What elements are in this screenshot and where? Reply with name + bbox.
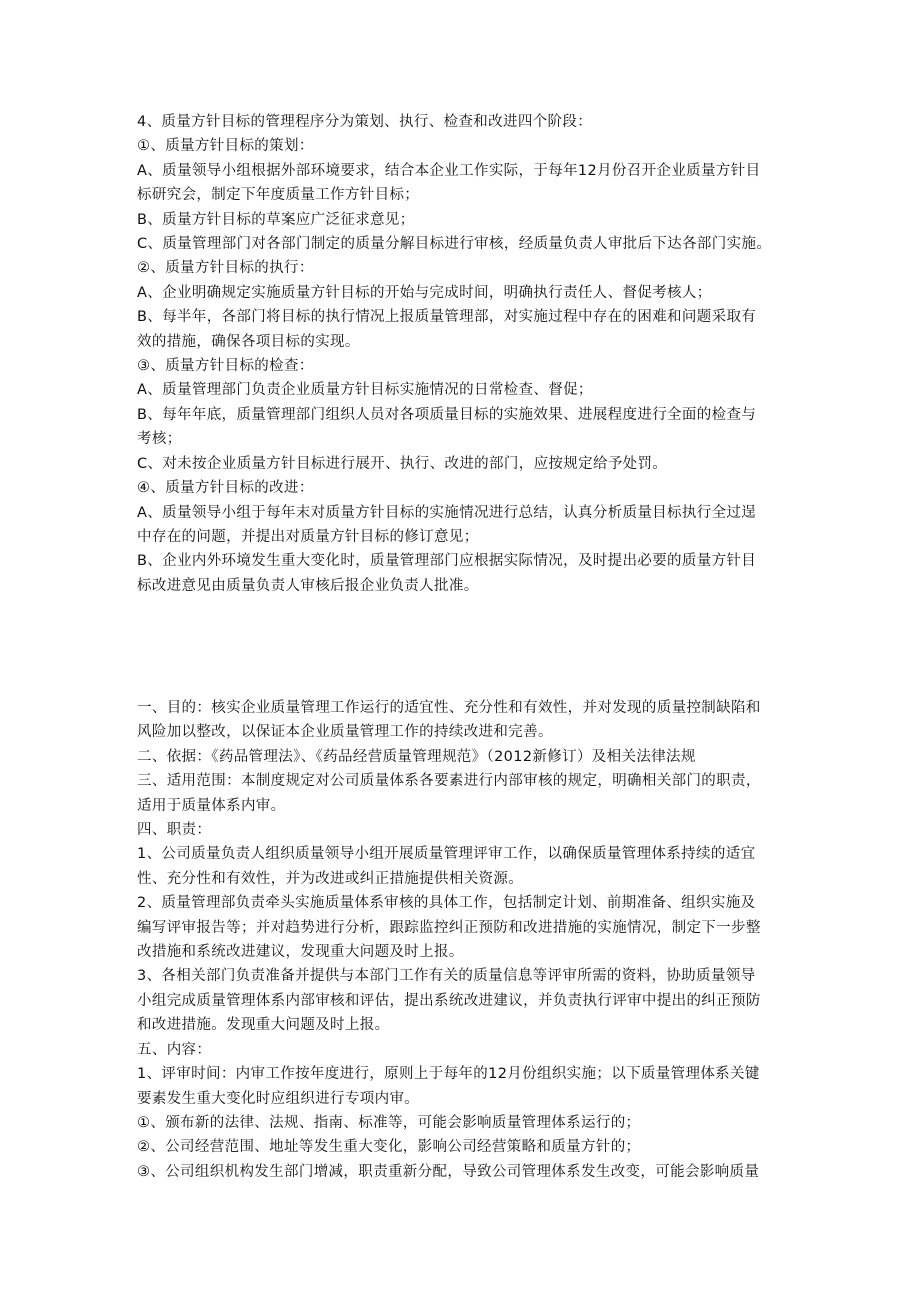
text-line: 编写评审报告等；并对趋势进行分析，跟踪监控纠正预防和改进措施的实施情况，制定下一步整 — [137, 919, 761, 936]
internal-audit-section — [137, 696, 797, 1184]
text-line: 风险加以整改，以保证本企业质量管理工作的持续改进和完善。 — [137, 724, 553, 741]
text-line: 二、依据：《药品管理法》、《药品经营质量管理规范》（2012新修订）及相关法律法规 — [137, 748, 696, 765]
text-line: ④、质量方针目标的改进： — [137, 480, 314, 497]
text-line: ①、质量方针目标的策划： — [137, 138, 314, 155]
text-line: 五、内容： — [137, 1041, 212, 1058]
text-line: A、质量管理部门负责企业质量方针目标实施情况的日常检查、督促； — [137, 382, 593, 399]
text-line: 标改进意见由质量负责人审核后报企业负责人批准。 — [137, 577, 479, 594]
text-line: B、每年年底，质量管理部门组织人员对各项质量目标的实施效果、进展程度进行全面的检查与 — [137, 406, 757, 423]
text-line: 效的措施，确保各项目标的实现。 — [137, 333, 360, 350]
text-line: 4、质量方针目标的管理程序分为策划、执行、检查和改进四个阶段： — [137, 114, 593, 130]
text-line: ①、颁布新的法律、法规、指南、标准等，可能会影响质量管理体系运行的； — [137, 1114, 641, 1131]
text-line: 考核； — [137, 431, 182, 448]
text-line: A、质量领导小组于每年末对质量方针目标的实施情况进行总结，认真分析质量目标执行全过逞 — [137, 504, 757, 521]
text-line: 1、评审时间：内审工作按年度进行，原则上于每年的12月份组织实施；以下质量管理体系关键 — [137, 1066, 760, 1083]
text-line: B、质量方针目标的草案应广泛征求意见； — [137, 211, 415, 228]
text-line: 2、质量管理部负责牵头实施质量体系审核的具体工作，包括制定计划、前期准备、组织实施及 — [137, 895, 756, 912]
text-line: B、每半年，各部门将目标的执行情况上报质量管理部，对实施过程中存在的困难和问题采取有 — [137, 309, 757, 326]
text-line: 1、公司质量负责人组织质量领导小组开展质量管理评审工作，以确保质量管理体系持续的适宜 — [137, 846, 756, 863]
text-line: 和改进措施。发现重大问题及时上报。 — [137, 1017, 390, 1034]
quality-policy-procedure-section — [137, 110, 797, 598]
text-line: C、质量管理部门对各部门制定的质量分解目标进行审核，经质量负责人审批后下达各部门实施。 — [137, 236, 772, 253]
text-line: 三、适用范围：本制度规定对公司质量体系各要素进行内部审核的规定，明确相关部门的职责， — [137, 773, 761, 790]
text-line: B、企业内外环境发生重大变化时，质量管理部门应根据实际情况，及时提出必要的质量方针目 — [137, 553, 757, 570]
text-line: ②、质量方针目标的执行： — [137, 260, 314, 277]
text-line: C、对未按企业质量方针目标进行展开、执行、改进的部门，应按规定给予处罚。 — [137, 455, 668, 472]
text-line: ③、公司组织机构发生部门增减，职责重新分配，导致公司管理体系发生改变，可能会影响质量 — [137, 1163, 760, 1180]
text-line: 标研究会，制定下年度质量工作方针目标； — [137, 187, 420, 204]
text-line: 性、充分性和有效性，并为改进或纠正措施提供相关资源。 — [137, 870, 524, 887]
text-line: 要素发生重大变化时应组织进行专项内审。 — [137, 1090, 420, 1107]
text-line: ③、质量方针目标的检查： — [137, 358, 314, 375]
text-line: A、质量领导小组根据外部环境要求，结合本企业工作实际，于每年12月份召开企业质量方针目 — [137, 162, 761, 179]
text-line: 四、职责： — [137, 822, 212, 839]
text-line: 中存在的问题，并提出对质量方针目标的修订意见； — [137, 528, 479, 545]
text-line: 改措施和系统改进建议，发现重大问题及时上报。 — [137, 944, 464, 961]
text-line: 小组完成质量管理体系内部审核和评估，提出系统改进建议，并负责执行评审中提出的纠正预防 — [137, 992, 761, 1009]
text-line: 3、各相关部门负责准备并提供与本部门工作有关的质量信息等评审所需的资料，协助质量领导 — [137, 968, 756, 985]
text-line: 适用于质量体系内审。 — [137, 797, 286, 814]
text-line: A、企业明确规定实施质量方针目标的开始与完成时间，明确执行责任人、督促考核人； — [137, 284, 712, 301]
text-line: ②、公司经营范围、地址等发生重大变化，影响公司经营策略和质量方针的； — [137, 1139, 641, 1156]
text-line: 一、目的：核实企业质量管理工作运行的适宜性、充分性和有效性，并对发现的质量控制缺陷和 — [137, 700, 761, 716]
